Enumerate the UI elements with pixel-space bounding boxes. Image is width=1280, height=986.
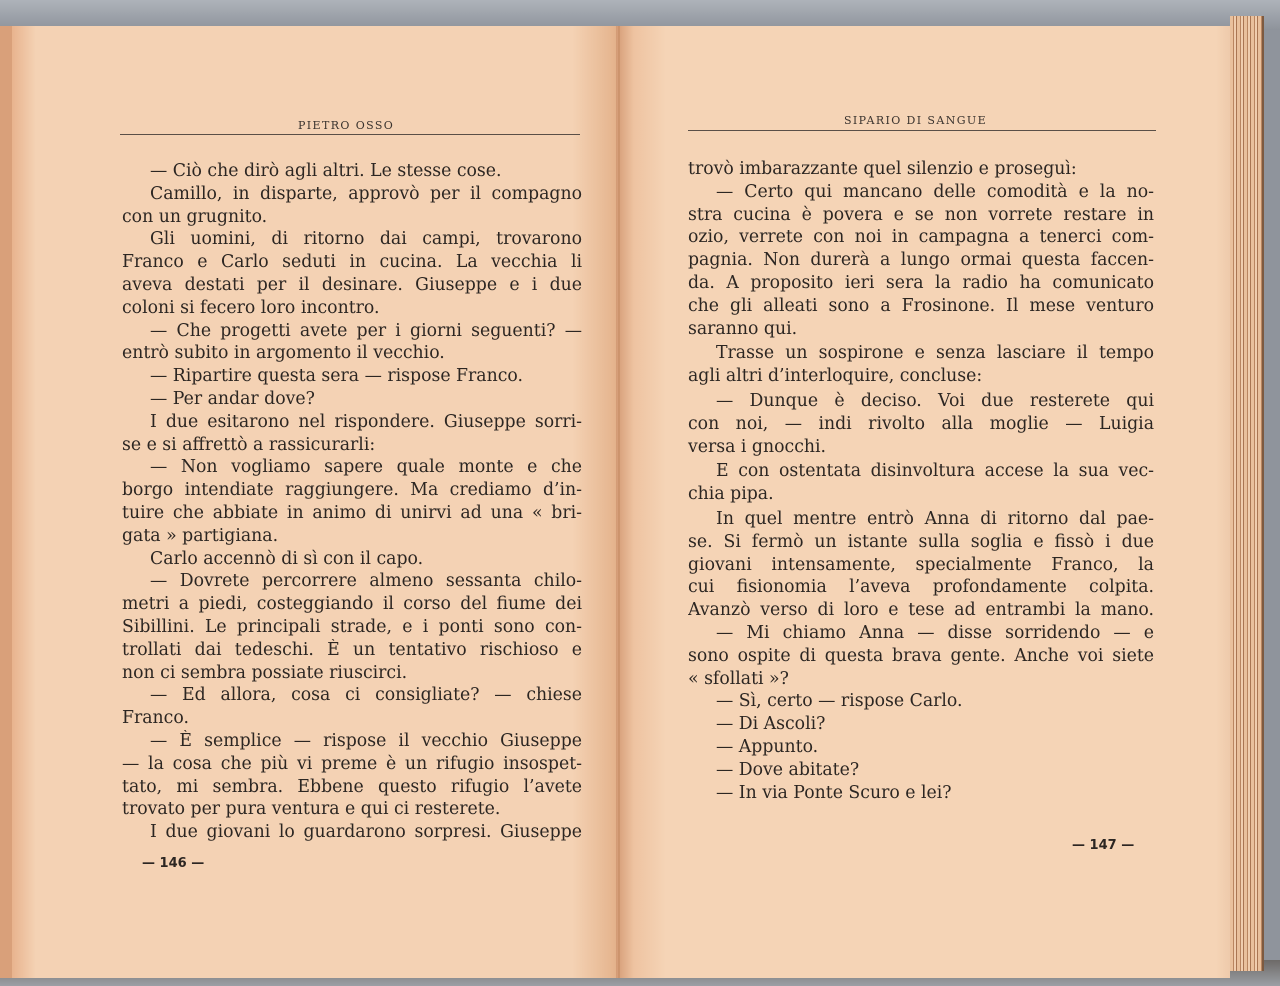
- text-line: — Non vogliamo sapere quale monte e che: [150, 457, 582, 478]
- text-line: — Ed allora, cosa ci consigliate? — chiese: [150, 685, 582, 706]
- right-page-body: [688, 158, 1154, 804]
- text-line: borgo intendiate raggiungere. Ma crediamo d’in-: [122, 480, 582, 501]
- text-line: — Mi chiamo Anna — disse sorridendo — e: [716, 622, 1154, 643]
- text-line: se. Si fermò un istante sulla soglia e fissò i due: [688, 531, 1154, 552]
- header-rule-right: [688, 130, 1156, 131]
- text-line: ozio, verrete con noi in campagna a tenerci com-: [688, 227, 1154, 248]
- text-line: trovato per pura ventura e qui ci resterete.: [122, 799, 501, 820]
- text-line: — Dove abitate?: [716, 759, 860, 780]
- text-line: Avanzò verso di loro e tese ad entrambi la mano.: [688, 600, 1154, 621]
- text-line: — Che progetti avete per i giorni seguenti? —: [150, 320, 582, 341]
- text-line: Trasse un sospirone e senza lasciare il tempo: [716, 343, 1154, 364]
- text-line: — In via Ponte Scuro e lei?: [716, 782, 952, 803]
- page-number-right: — 147 —: [1072, 838, 1135, 853]
- text-line: In quel mentre entrò Anna di ritorno dal pae-: [716, 508, 1154, 529]
- text-line: — Ciò che dirò agli altri. Le stesse cose.: [150, 161, 502, 181]
- page-number-left: — 146 —: [142, 856, 205, 871]
- text-line: giovani intensamente, specialmente Franco, la: [688, 554, 1154, 575]
- text-line: — Di Ascoli?: [716, 714, 826, 735]
- page-edges: [1230, 16, 1264, 971]
- text-line: da. A proposito ieri sera la radio ha comunicato: [688, 272, 1154, 293]
- text-line: con un grugnito.: [122, 206, 268, 227]
- text-line: Camillo, in disparte, approvò per il compagno: [150, 183, 582, 204]
- text-line: Franco e Carlo seduti in cucina. La vecchia li: [122, 252, 582, 273]
- right-page: [616, 26, 1230, 978]
- text-line: che gli alleati sono a Frosinone. Il mese venturo: [688, 295, 1154, 316]
- text-line: Gli uomini, di ritorno dai campi, trovarono: [150, 229, 582, 250]
- text-line: I due esitarono nel rispondere. Giuseppe sorri-: [150, 411, 582, 432]
- left-page-body: [122, 160, 582, 844]
- text-line: saranno qui.: [688, 318, 798, 339]
- text-line: entrò subito in argomento il vecchio.: [122, 343, 445, 364]
- text-line: trovò imbarazzante quel silenzio e proseguì:: [688, 159, 1077, 179]
- text-line: pagnia. Non durerà a lungo ormai questa faccen-: [688, 250, 1154, 271]
- text-line: Franco.: [122, 708, 189, 729]
- text-line: gata » partigiana.: [122, 525, 279, 546]
- text-line: — È semplice — rispose il vecchio Giuseppe: [150, 730, 582, 751]
- text-line: — Sì, certo — rispose Carlo.: [716, 691, 963, 712]
- text-line: coloni si fecero loro incontro.: [122, 297, 380, 318]
- text-line: versa i gnocchi.: [688, 436, 827, 457]
- text-line: chia pipa.: [688, 484, 774, 505]
- text-line: — Certo qui mancano delle comodità e la no-: [716, 181, 1154, 202]
- text-line: — Appunto.: [716, 736, 819, 757]
- text-line: — Dunque è deciso. Voi due resterete qui: [716, 390, 1154, 411]
- left-page: [0, 26, 616, 978]
- text-line: — la cosa che più vi preme è un rifugio insospet-: [122, 753, 582, 774]
- text-line: se e si affrettò a rassicurarli:: [122, 434, 376, 455]
- text-line: cui fisionomia l’aveva profondamente colpita.: [688, 577, 1154, 598]
- text-line: « sfollati »?: [688, 668, 789, 689]
- text-line: agli altri d’interloquire, concluse:: [688, 366, 983, 387]
- text-line: I due giovani lo guardarono sorpresi. Giuseppe: [150, 822, 582, 843]
- text-line: metri a piedi, costeggiando il corso del fiume dei: [122, 594, 582, 615]
- running-header-left: PIETRO OSSO: [298, 119, 395, 132]
- text-line: E con ostentata disinvoltura accese la sua vec-: [716, 461, 1154, 482]
- header-rule-left: [120, 134, 580, 135]
- text-line: — Dovrete percorrere almeno sessanta chilo-: [150, 571, 582, 592]
- text-line: aveva destati per il desinare. Giuseppe e i due: [122, 274, 582, 295]
- text-line: con noi, — indi rivolto alla moglie — Luigia: [688, 413, 1154, 434]
- text-line: sono ospite di questa brava gente. Anche voi siete: [688, 645, 1154, 666]
- running-header-right: SIPARIO DI SANGUE: [844, 114, 988, 127]
- text-line: stra cucina è povera e se non vorrete restare in: [688, 204, 1154, 225]
- text-line: tato, mi sembra. Ebbene questo rifugio l’avete: [122, 776, 582, 797]
- text-line: tuire che abbiate in animo di unirvi ad una « bri-: [122, 502, 582, 523]
- text-line: — Ripartire questa sera — rispose Franco.: [150, 366, 524, 387]
- text-line: Sibillini. Le principali strade, e i ponti sono con-: [122, 616, 582, 637]
- open-book: [0, 26, 1262, 978]
- text-line: — Per andar dove?: [150, 388, 315, 409]
- text-line: trollati dai tedeschi. È un tentativo rischioso e: [122, 639, 582, 660]
- text-line: non ci sembra possiate riuscirci.: [122, 662, 408, 683]
- text-line: Carlo accennò di sì con il capo.: [150, 548, 424, 569]
